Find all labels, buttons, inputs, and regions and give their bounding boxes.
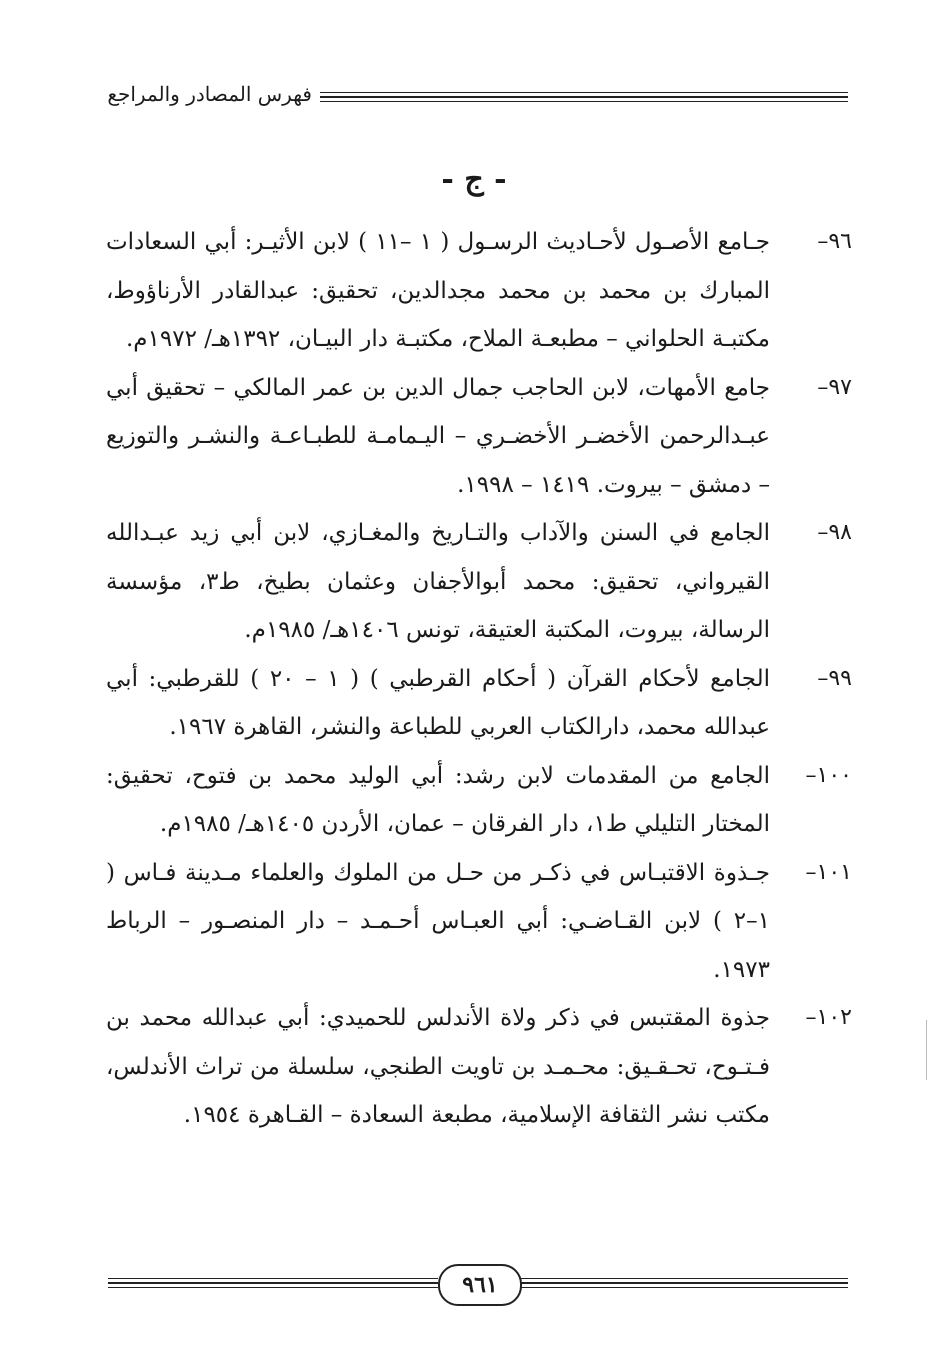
bibliography-entry <box>106 364 852 510</box>
entry-number: ٩٧– <box>817 374 852 400</box>
footer-rule <box>108 1287 438 1288</box>
entry-text: الجامع في السنن والآداب والتـاريخ والمغـازي، لابن أبي زيد عبـدالله القيرواني، تحقيق: محمد أبوالأجفان وعثمان بطيخ، ط٣، مؤسسة الرسالة، بيروت، المكتبة العتيقة، تونس ١٤٠٦هـ/ ١٩٨٥م. <box>106 520 770 643</box>
entry-text: الجامع من المقدمات لابن رشد: أبي الوليد محمد بن فتوح، تحقيق: المختار التليلي ط١، دار الفرقان – عمان، الأردن ١٤٠٥هـ/ ١٩٨٥م. <box>106 762 770 837</box>
header-rule <box>320 92 848 93</box>
footer-rule <box>108 1278 438 1279</box>
footer-rule <box>108 1282 438 1284</box>
bibliography-entry <box>106 218 852 364</box>
bibliography-entry <box>106 655 852 752</box>
bibliography-entry <box>106 752 852 849</box>
header-title: فهرس المصادر والمراجع <box>107 82 312 106</box>
entry-number: ١٠٠– <box>805 762 852 788</box>
entry-number: ٩٩– <box>817 665 852 691</box>
entry-text: الجامع لأحكام القرآن ( أحكام القرطبي ) ( ١ – ٢٠ ) للقرطبي: أبي عبدالله محمد، دارالكتاب العربي للطباعة والنشر، القاهرة ١٩٦٧. <box>106 665 770 740</box>
footer-rule <box>518 1278 848 1279</box>
bibliography-entry <box>106 509 852 655</box>
section-letter-heading: - ج - <box>441 162 507 197</box>
entry-number: ٩٦– <box>817 229 852 254</box>
header-rule <box>320 101 848 102</box>
footer-rule <box>518 1282 848 1284</box>
entry-text: جذوة المقتبس في ذكر ولاة الأندلس للحميدي: أبي عبدالله محمد بن فـتـوح، تحـقـيق: محـمـد بن تاويت الطنجي، سلسلة من تراث الأندلس، مكتب نشر الثقافة الإسلامية، مطبعة السعادة – القـاهرة ١٩٥٤. <box>106 1005 770 1128</box>
entry-number: ١٠١– <box>805 859 852 885</box>
running-header <box>108 78 848 118</box>
footer-rule <box>518 1287 848 1288</box>
entry-number: ٩٨– <box>817 520 852 545</box>
margin-mark <box>926 1020 927 1080</box>
entry-text: جـذوة الاقتبـاس في ذكـر من حـل من الملوك والعلماء مـدينة فـاس ( ١–٢ ) لابن القـاضـي: أبي العبـاس أحـمـد – دار المنصـور – الرباط ١٩٧٣. <box>106 859 770 983</box>
entry-text: جـامع الأصـول لأحـاديث الرسـول ( ١ –١١ ) لابن الأثيـر: أبي السعادات المبارك بن محمد بن محمد مجدالدين، تحقيق: عبدالقادر الأرناؤوط، مكتبـة الحلواني – مطبعـة الملاح، مكتبـة دار البيـان، ١٣٩٢هـ/ ١٩٧٢م. <box>106 229 771 352</box>
page-number: ٩٦١ <box>438 1264 522 1306</box>
bibliography-entry <box>106 994 852 1140</box>
entry-text: جامع الأمهات، لابن الحاجب جمال الدين بن عمر المالكي – تحقيق أبي عبـدالرحمن الأخضـر الأخضـري – اليـمامـة للطبـاعـة والنشـر والتوزيع – دمشق – بيروت. ١٤١٩ – ١٩٩٨. <box>106 374 770 498</box>
header-rule <box>320 96 848 98</box>
page-footer <box>108 1262 848 1310</box>
bibliography-entry <box>106 849 852 995</box>
bibliography-list <box>106 218 852 1140</box>
entry-number: ١٠٢– <box>805 1005 852 1030</box>
